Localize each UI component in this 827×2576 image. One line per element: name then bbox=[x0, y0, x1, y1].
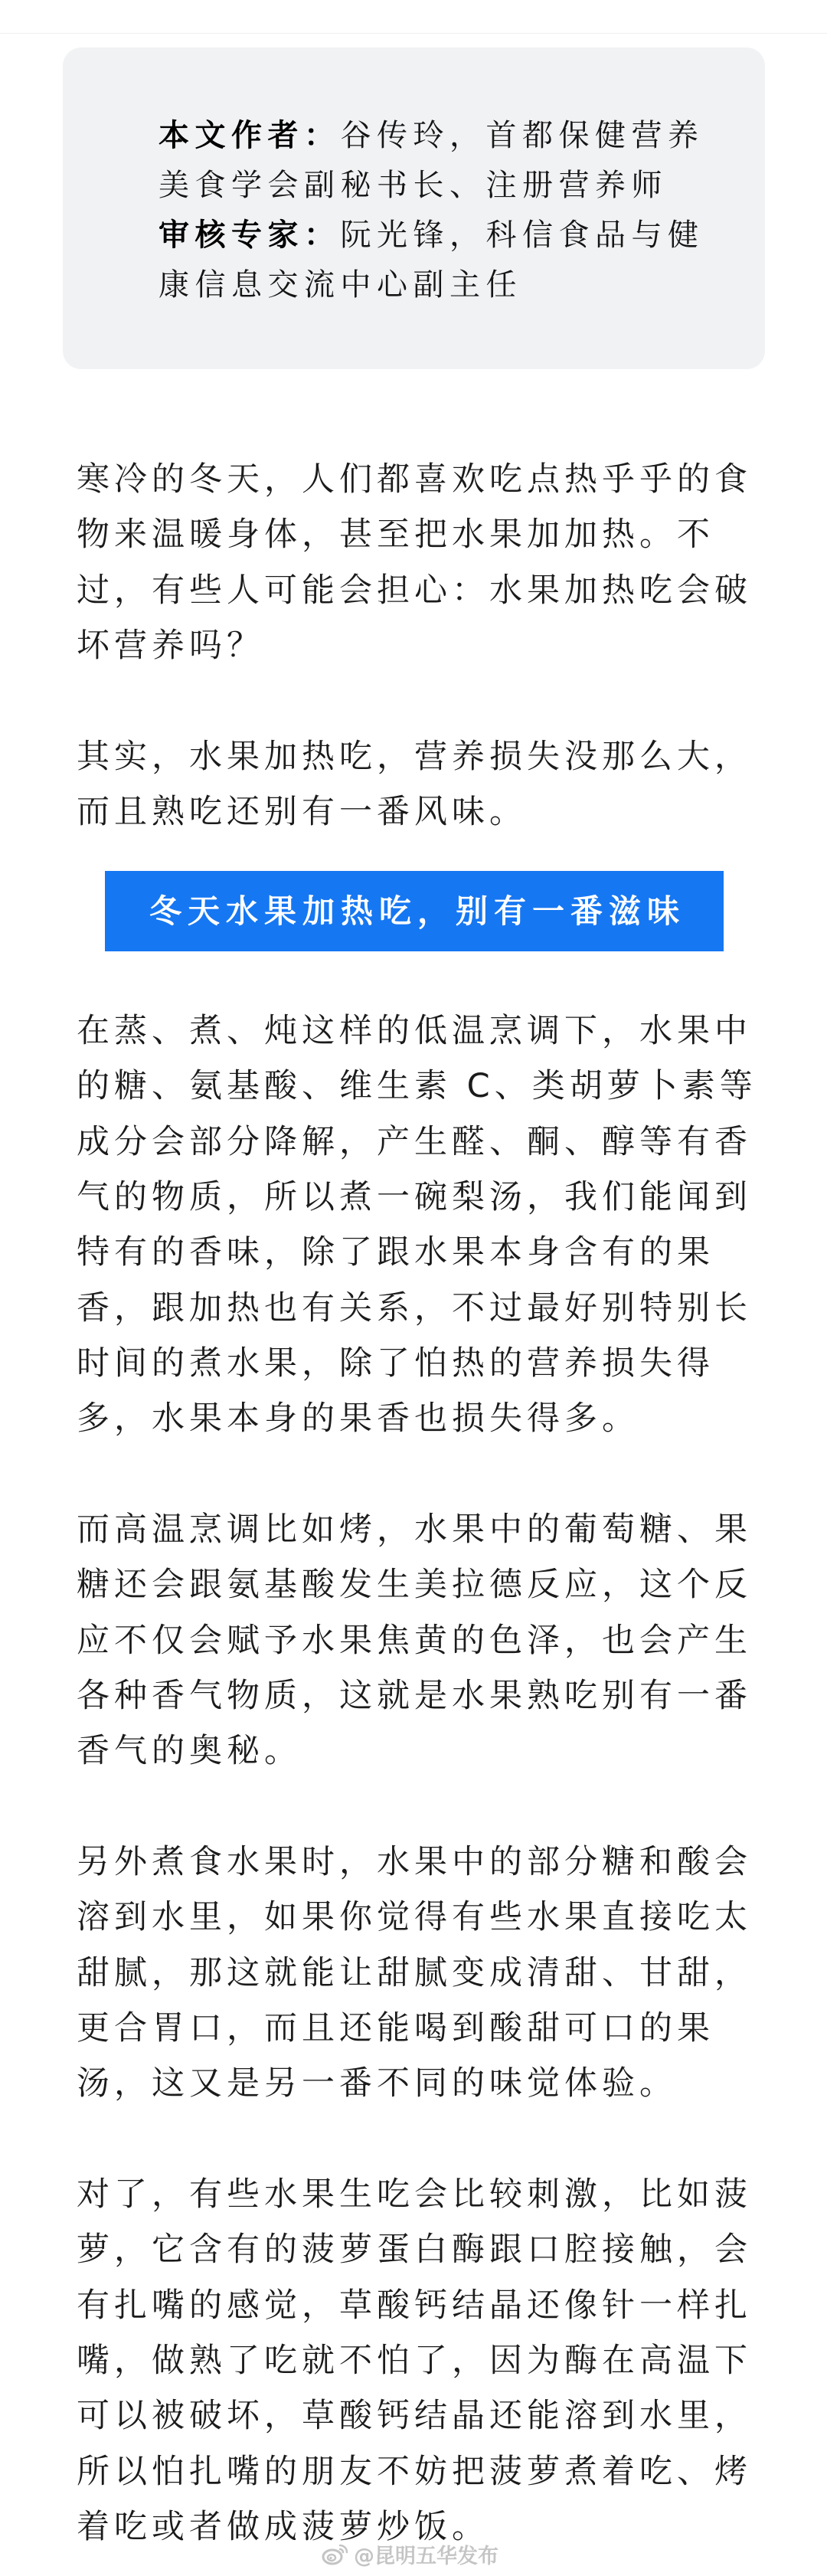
text-line: 甜腻，那这就能让甜腻变成清甜、甘甜， bbox=[77, 1953, 752, 1992]
text-line: 糖还会跟氨基酸发生美拉德反应，这个反 bbox=[77, 1566, 752, 1605]
text-line: 特有的香味，除了跟水果本身含有的果 bbox=[77, 1233, 714, 1272]
text-line: 香，跟加热也有关系，不过最好别特别长 bbox=[77, 1288, 752, 1327]
text-line: 另外煮食水果时，水果中的部分糖和酸会 bbox=[77, 1842, 752, 1881]
paragraph-boiling bbox=[77, 1835, 753, 2112]
top-divider bbox=[0, 33, 827, 34]
author-value-continued: 美食学会副秘书长、注册营养师 bbox=[159, 168, 668, 203]
text-line: 过，有些人可能会担心：水果加热吃会破 bbox=[77, 571, 752, 610]
text-line: 而高温烹调比如烤，水果中的葡萄糖、果 bbox=[77, 1510, 752, 1549]
author-info-card bbox=[63, 47, 765, 369]
source-watermark bbox=[322, 2542, 498, 2566]
text-line: 可以被破坏，草酸钙结晶还能溶到水里， bbox=[77, 2397, 752, 2436]
reviewer-line-continued bbox=[159, 260, 740, 310]
text-line: 坏营养吗？ bbox=[77, 626, 264, 665]
paragraph-answer bbox=[77, 729, 753, 840]
author-value: 谷传玲，首都保健营养 bbox=[340, 118, 704, 153]
paragraph-low-temp bbox=[77, 1003, 757, 1447]
text-line: 应不仅会赋予水果焦黄的色泽，也会产生 bbox=[77, 1621, 752, 1660]
watermark-text: @昆明五华发布 bbox=[354, 2544, 498, 2568]
text-line: 而且熟吃还别有一番风味。 bbox=[77, 792, 527, 831]
article-body bbox=[77, 452, 757, 2555]
text-line: 其实，水果加热吃，营养损失没那么大， bbox=[77, 737, 752, 776]
text-line: 萝，它含有的菠萝蛋白酶跟口腔接触，会 bbox=[77, 2231, 752, 2270]
text-line: 对了，有些水果生吃会比较刺激，比如菠 bbox=[77, 2175, 752, 2214]
reviewer-line bbox=[159, 211, 740, 260]
text-line: 溶到水里，如果你觉得有些水果直接吃太 bbox=[77, 1898, 752, 1937]
paragraph-intro bbox=[77, 452, 753, 673]
author-line bbox=[159, 111, 740, 161]
text-line: 香气的奥秘。 bbox=[77, 1732, 302, 1771]
reviewer-label: 审核专家： bbox=[159, 218, 341, 253]
text-line: 物来温暖身体，甚至把水果加加热。不 bbox=[77, 516, 714, 555]
text-line: 多，水果本身的果香也损失得多。 bbox=[77, 1399, 639, 1439]
text-line: 更合胃口，而且还能喝到酸甜可口的果 bbox=[77, 2008, 714, 2047]
paragraph-high-temp bbox=[77, 1502, 753, 1779]
text-line: 寒冷的冬天，人们都喜欢吃点热乎乎的食 bbox=[77, 460, 752, 499]
paragraph-pineapple bbox=[77, 2167, 753, 2555]
text-line: 所以怕扎嘴的朋友不妨把菠萝煮着吃、烤 bbox=[77, 2452, 752, 2491]
weibo-icon bbox=[322, 2542, 349, 2565]
author-line-continued bbox=[159, 161, 740, 211]
text-line: 各种香气物质，这就是水果熟吃别有一番 bbox=[77, 1676, 752, 1715]
reviewer-value-continued: 康信息交流中心副主任 bbox=[159, 267, 522, 303]
text-line: 成分会部分降解，产生醛、酮、醇等有香 bbox=[77, 1122, 752, 1161]
text-line: 着吃或者做成菠萝炒饭。 bbox=[77, 2507, 489, 2546]
author-info-lines bbox=[159, 111, 740, 310]
author-label: 本文作者： bbox=[159, 118, 341, 153]
text-line: 在蒸、煮、炖这样的低温烹调下，水果中 bbox=[77, 1011, 752, 1050]
text-line: 的糖、氨基酸、维生素 C、类胡萝卜素等 bbox=[77, 1067, 757, 1106]
text-line: 气的物质，所以煮一碗梨汤，我们能闻到 bbox=[77, 1177, 752, 1216]
text-line: 有扎嘴的感觉，草酸钙结晶还像针一样扎 bbox=[77, 2286, 752, 2325]
section-heading: 冬天水果加热吃，别有一番滋味 bbox=[105, 871, 724, 951]
text-line: 嘴，做熟了吃就不怕了，因为酶在高温下 bbox=[77, 2341, 752, 2380]
text-line: 时间的煮水果，除了怕热的营养损失得 bbox=[77, 1344, 714, 1383]
reviewer-value: 阮光锋，科信食品与健 bbox=[340, 218, 704, 253]
text-line: 汤，这又是另一番不同的味觉体验。 bbox=[77, 2064, 677, 2103]
